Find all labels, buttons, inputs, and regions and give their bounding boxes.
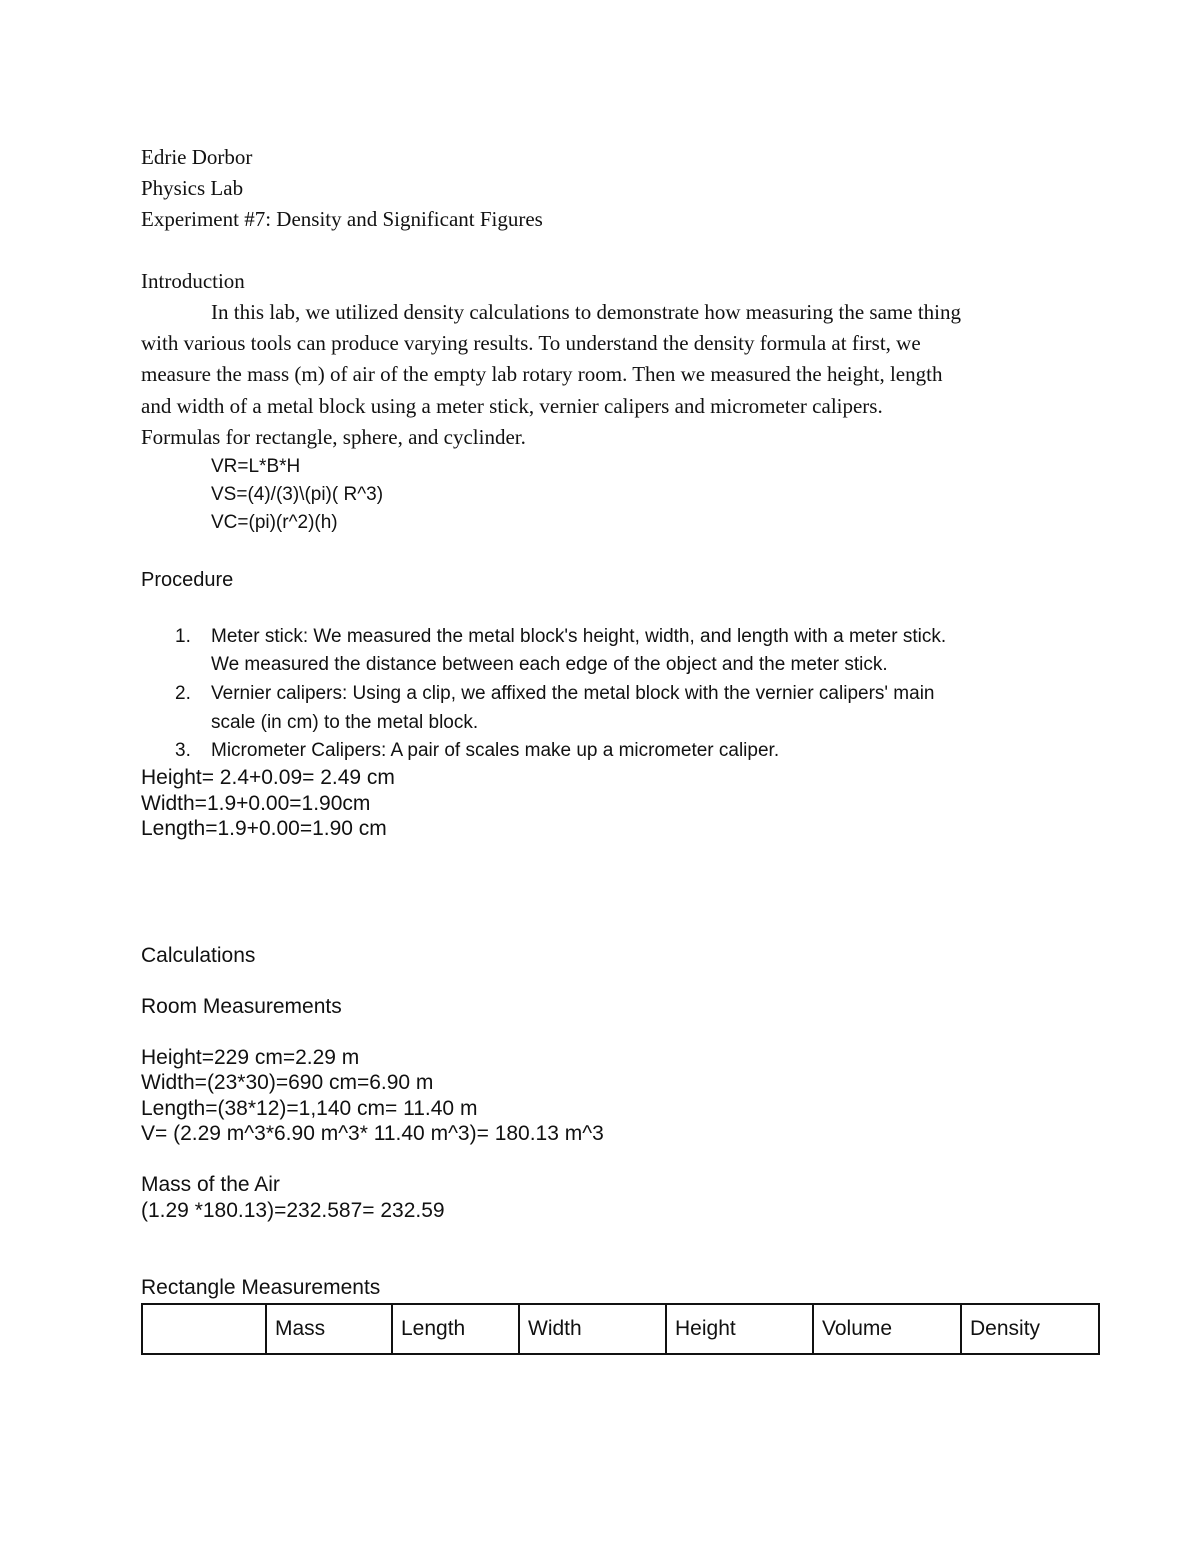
room-volume: V= (2.29 m^3*6.90 m^3* 11.40 m^3)= 180.13 m^3 <box>141 1122 604 1145</box>
formula-sphere: VS=(4)/(3)\(pi)( R^3) <box>211 484 384 505</box>
procedure-item-1-line-1: Meter stick: We measured the metal block's height, width, and length with a meter stick. <box>211 626 947 647</box>
table-header-row <box>142 1304 1099 1354</box>
introduction-heading: Introduction <box>141 269 245 293</box>
rectangle-measurements-heading: Rectangle Measurements <box>141 1276 381 1299</box>
intro-line-2: with various tools can produce varying results. To understand the density formula at first, we <box>141 331 921 355</box>
table-header-length: Length <box>392 1304 519 1354</box>
table-header-volume: Volume <box>813 1304 961 1354</box>
procedure-item-2-number: 2. <box>175 683 191 704</box>
formula-rectangle: VR=L*B*H <box>211 456 301 477</box>
room-length: Length=(38*12)=1,140 cm= 11.40 m <box>141 1097 478 1120</box>
procedure-item-3-number: 3. <box>175 740 191 761</box>
measurement-width: Width=1.9+0.00=1.90cm <box>141 792 371 815</box>
experiment-title: Experiment #7: Density and Significant Figures <box>141 207 543 231</box>
measurement-height: Height= 2.4+0.09= 2.49 cm <box>141 766 395 789</box>
measurement-length: Length=1.9+0.00=1.90 cm <box>141 817 387 840</box>
procedure-heading: Procedure <box>141 569 234 591</box>
table-header-blank <box>142 1304 266 1354</box>
intro-line-4: and width of a metal block using a meter stick, vernier calipers and micrometer calipers. <box>141 394 883 418</box>
intro-line-5: Formulas for rectangle, sphere, and cyclinder. <box>141 425 526 449</box>
procedure-item-2-line-2: scale (in cm) to the metal block. <box>211 712 479 733</box>
formula-cylinder: VC=(pi)(r^2)(h) <box>211 512 338 533</box>
mass-of-air-heading: Mass of the Air <box>141 1173 280 1196</box>
room-width: Width=(23*30)=690 cm=6.90 m <box>141 1071 434 1094</box>
calculations-heading: Calculations <box>141 944 256 967</box>
course-name: Physics Lab <box>141 176 244 200</box>
intro-line-1: In this lab, we utilized density calculations to demonstrate how measuring the same thing <box>211 300 961 324</box>
intro-line-3: measure the mass (m) of air of the empty lab rotary room. Then we measured the height, length <box>141 362 943 386</box>
author-name: Edrie Dorbor <box>141 145 253 169</box>
procedure-item-3-line-1: Micrometer Calipers: A pair of scales make up a micrometer caliper. <box>211 740 780 761</box>
procedure-item-1-line-2: We measured the distance between each edge of the object and the meter stick. <box>211 654 888 675</box>
table-header-density: Density <box>961 1304 1099 1354</box>
procedure-item-1-number: 1. <box>175 626 191 647</box>
rectangle-measurements-table <box>141 1303 1100 1355</box>
procedure-item-2-line-1: Vernier calipers: Using a clip, we affixed the metal block with the vernier calipers' main <box>211 683 935 704</box>
table-header-mass: Mass <box>266 1304 392 1354</box>
table-header-width: Width <box>519 1304 666 1354</box>
table-header-height: Height <box>666 1304 813 1354</box>
room-measurements-heading: Room Measurements <box>141 995 342 1018</box>
mass-of-air-value: (1.29 *180.13)=232.587= 232.59 <box>141 1199 445 1222</box>
room-height: Height=229 cm=2.29 m <box>141 1046 360 1069</box>
